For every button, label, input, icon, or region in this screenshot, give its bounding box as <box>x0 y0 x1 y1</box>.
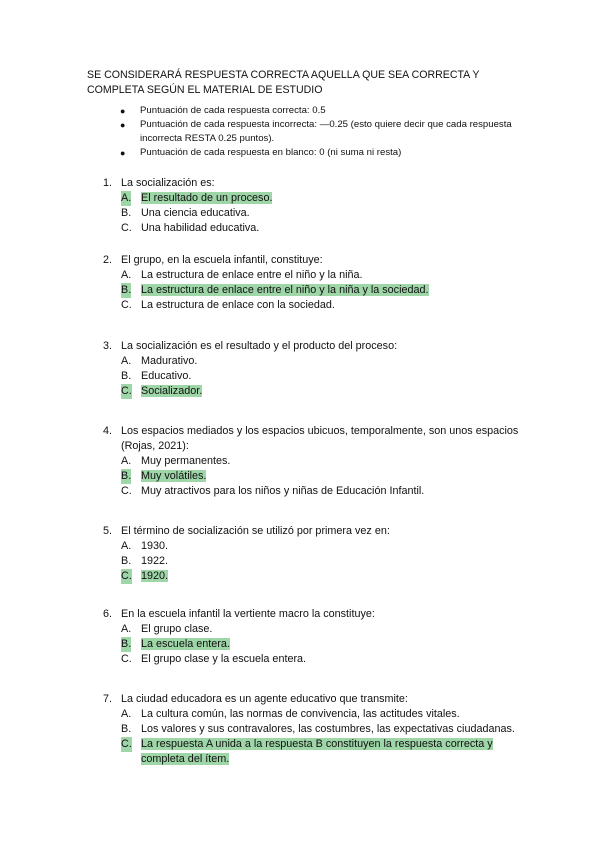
option-text: Muy atractivos para los niños y niñas de Educación Infantil. <box>141 485 425 497</box>
answer-option <box>103 283 523 298</box>
option-text: La estructura de enlace entre el niño y la niña. <box>141 269 363 281</box>
option-letter: C. <box>121 222 132 234</box>
option-text: Muy permanentes. <box>141 455 231 467</box>
option-letter: C. <box>121 299 132 311</box>
option-letter: A. <box>121 192 132 204</box>
option-letter: B. <box>121 638 132 650</box>
option-letter: A. <box>121 455 132 467</box>
scoring-rule-text: Puntuación de cada respuesta incorrecta: —0.25 (esto quiere decir que cada respuesta incorrecta RESTA 0.25 puntos). <box>140 119 512 144</box>
question-number: 4. <box>103 425 113 437</box>
option-text: Educativo. <box>141 370 192 382</box>
question-stem <box>103 253 523 268</box>
option-letter: B. <box>121 470 132 482</box>
option-text: La escuela entera. <box>141 638 230 650</box>
question-text: El término de socialización se utilizó por primera vez en: <box>121 525 390 537</box>
option-letter: B. <box>121 284 132 296</box>
option-letter: A. <box>121 269 132 281</box>
option-text: Los valores y sus contravalores, las costumbres, las expectativas ciudadanas. <box>141 723 515 735</box>
question-stem <box>103 524 523 539</box>
bullet-icon: ● <box>120 148 126 158</box>
scoring-rule <box>120 118 520 146</box>
scoring-rule <box>120 146 520 160</box>
bullet-icon: ● <box>120 120 126 130</box>
option-text: 1930. <box>141 540 169 552</box>
option-text: 1920. <box>141 570 169 582</box>
question-7 <box>103 692 523 767</box>
option-letter: A. <box>121 623 132 635</box>
option-letter: B. <box>121 370 132 382</box>
question-6 <box>103 607 523 667</box>
question-number: 1. <box>103 177 113 189</box>
answer-option <box>103 268 523 283</box>
option-letter: C. <box>121 738 132 750</box>
answer-option <box>103 221 523 236</box>
option-letter: C. <box>121 570 132 582</box>
scoring-rule-text: Puntuación de cada respuesta en blanco: 0 (ni suma ni resta) <box>140 147 402 158</box>
option-letter: B. <box>121 555 132 567</box>
question-3 <box>103 339 523 399</box>
question-number: 3. <box>103 340 113 352</box>
answer-option <box>103 637 523 652</box>
answer-option <box>103 569 523 584</box>
question-text: El grupo, en la escuela infantil, constituye: <box>121 254 323 266</box>
question-number: 6. <box>103 608 113 620</box>
instructions-heading: SE CONSIDERARÁ RESPUESTA CORRECTA AQUELLA QUE SEA CORRECTA Y COMPLETA SEGÚN EL MATERIAL DE ESTUDIO <box>87 69 480 96</box>
option-letter: A. <box>121 540 132 552</box>
question-stem <box>103 339 523 354</box>
option-text: 1922. <box>141 555 169 567</box>
answer-option <box>103 454 523 469</box>
option-letter: C. <box>121 485 132 497</box>
question-5 <box>103 524 523 584</box>
option-text: Socializador. <box>141 385 203 397</box>
answer-option <box>103 206 523 221</box>
option-letter: B. <box>121 207 132 219</box>
option-text: Una ciencia educativa. <box>141 207 250 219</box>
option-text: El resultado de un proceso. <box>141 192 273 204</box>
answer-option <box>103 652 523 667</box>
question-stem <box>103 424 523 454</box>
answer-option <box>103 722 523 737</box>
question-stem <box>103 176 523 191</box>
option-letter: C. <box>121 653 132 665</box>
answer-option <box>103 622 523 637</box>
option-letter: A. <box>121 708 132 720</box>
question-number: 5. <box>103 525 113 537</box>
question-4 <box>103 424 523 499</box>
answer-option <box>103 191 523 206</box>
answer-option <box>103 707 523 722</box>
option-text: La estructura de enlace con la sociedad. <box>141 299 335 311</box>
question-2 <box>103 253 523 313</box>
scoring-rule <box>120 104 520 118</box>
answer-option <box>103 298 523 313</box>
question-number: 2. <box>103 254 113 266</box>
answer-option <box>103 554 523 569</box>
option-letter: C. <box>121 385 132 397</box>
answer-option <box>103 369 523 384</box>
answer-option <box>103 384 523 399</box>
answer-option <box>103 354 523 369</box>
answer-option <box>103 539 523 554</box>
question-text: La socialización es el resultado y el producto del proceso: <box>121 340 398 352</box>
question-1 <box>103 176 523 236</box>
question-text: Los espacios mediados y los espacios ubicuos, temporalmente, son unos espacios (Rojas, 2021): <box>121 425 519 452</box>
option-letter: A. <box>121 355 132 367</box>
option-text: Muy volátiles. <box>141 470 207 482</box>
option-letter: B. <box>121 723 132 735</box>
answer-option <box>103 737 523 767</box>
scoring-rules-list <box>120 104 520 160</box>
option-text: La estructura de enlace entre el niño y la niña y la sociedad. <box>141 284 429 296</box>
answer-option <box>103 484 523 499</box>
option-text: La cultura común, las normas de convivencia, las actitudes vitales. <box>141 708 460 720</box>
question-number: 7. <box>103 693 113 705</box>
option-text: El grupo clase y la escuela entera. <box>141 653 307 665</box>
question-text: La ciudad educadora es un agente educativo que transmite: <box>121 693 408 705</box>
option-text: El grupo clase. <box>141 623 213 635</box>
option-text: Madurativo. <box>141 355 198 367</box>
option-text: La respuesta A unida a la respuesta B constituyen la respuesta correcta y completa del ítem. <box>141 738 493 765</box>
scoring-rule-text: Puntuación de cada respuesta correcta: 0.5 <box>140 105 326 116</box>
question-text: En la escuela infantil la vertiente macro la constituye: <box>121 608 375 620</box>
answer-option <box>103 469 523 484</box>
question-stem <box>103 607 523 622</box>
question-stem <box>103 692 523 707</box>
question-text: La socialización es: <box>121 177 215 189</box>
bullet-icon: ● <box>120 106 126 116</box>
option-text: Una habilidad educativa. <box>141 222 260 234</box>
